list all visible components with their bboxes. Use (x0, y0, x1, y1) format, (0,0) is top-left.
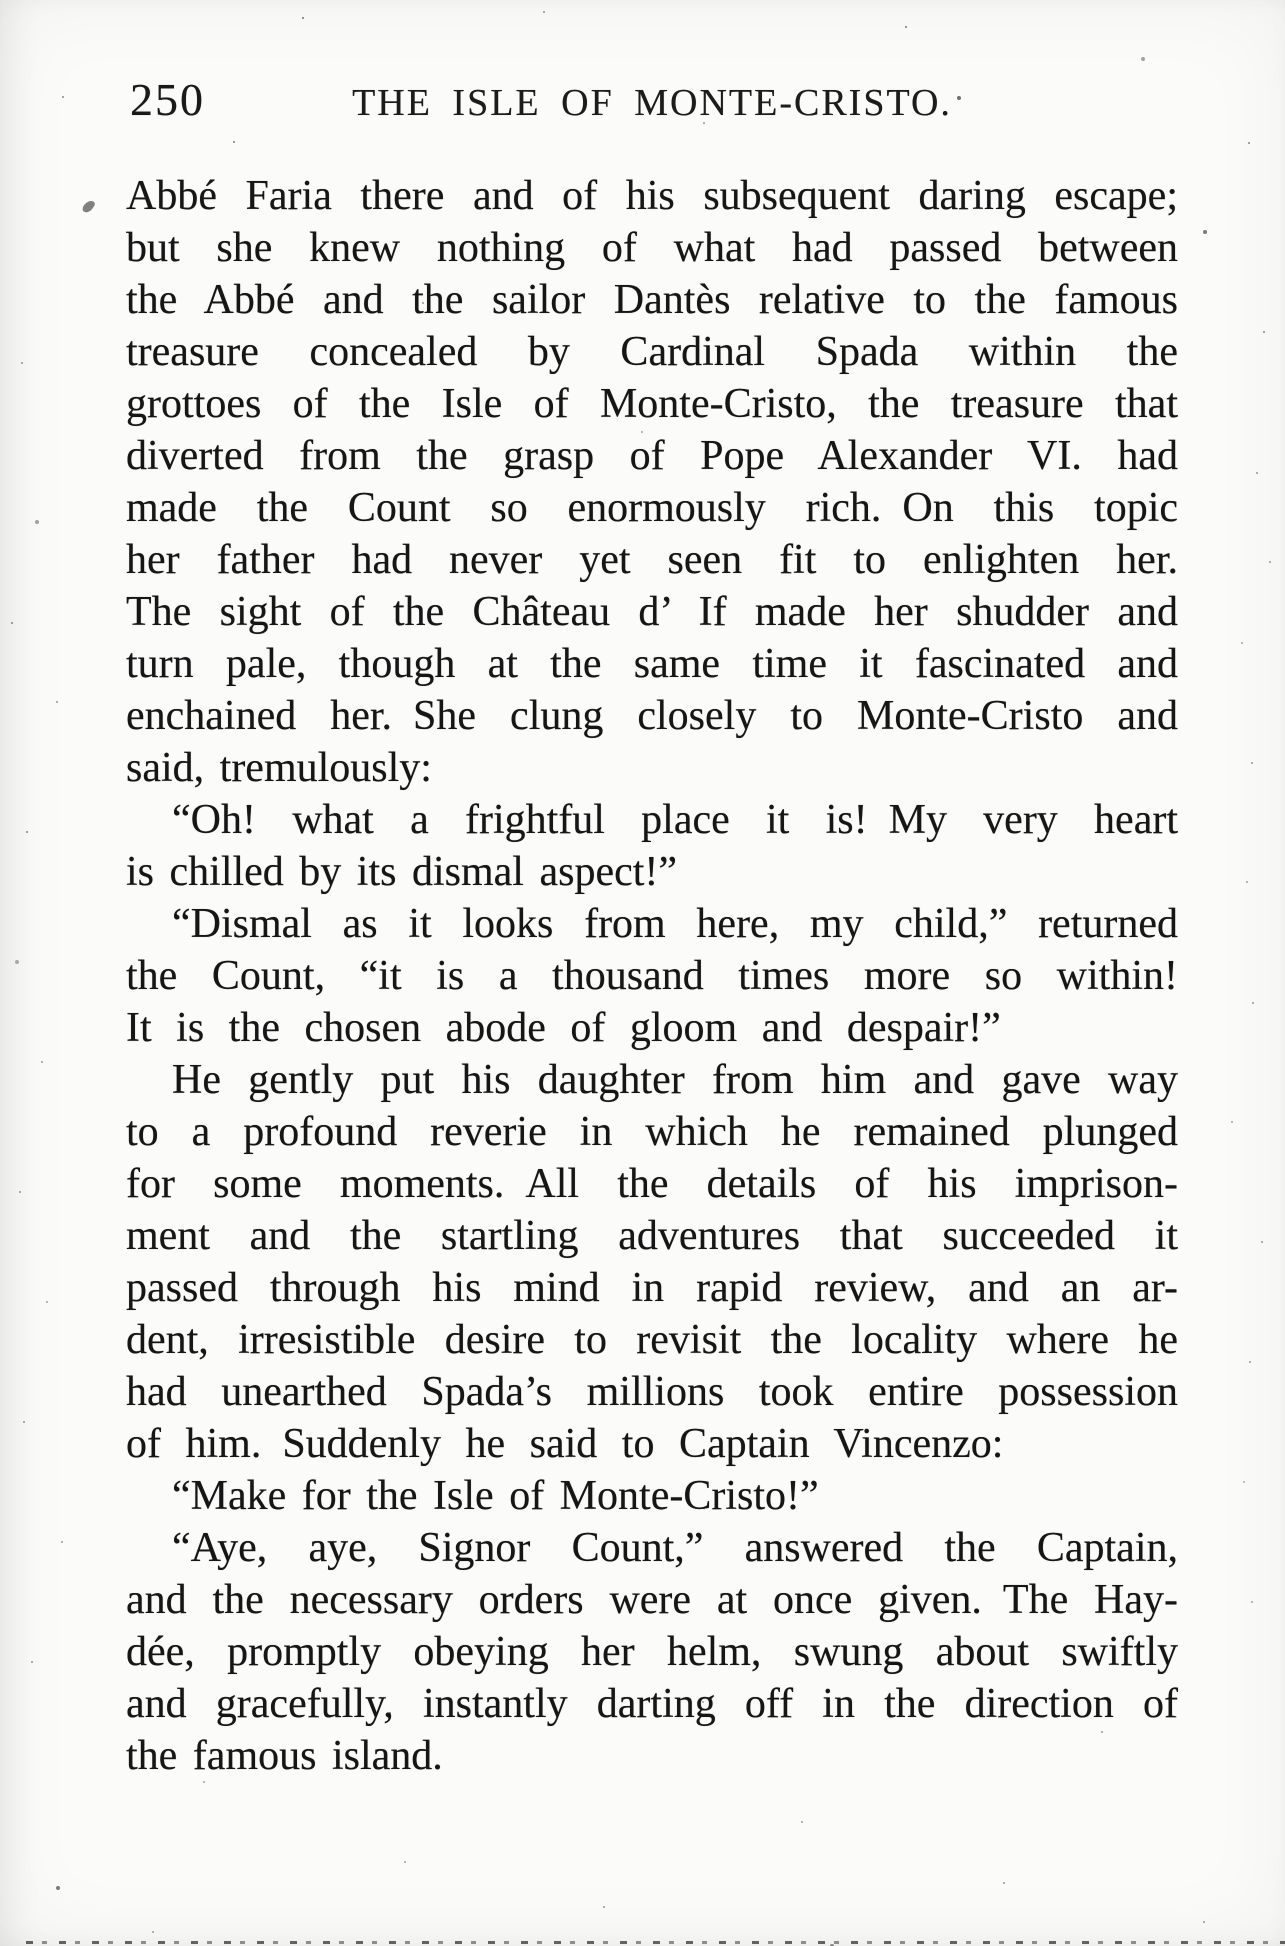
text-line: for some moments. All the details of his imprison- (126, 1161, 1178, 1207)
scan-ink-blot (80, 199, 96, 213)
text-line: and gracefully, instantly darting off in the direction of (126, 1681, 1178, 1727)
text-line: the Count, “it is a thousand times more so within! (126, 953, 1178, 999)
text-line: He gently put his daughter from him and gave way (172, 1057, 1178, 1103)
text-line: treasure concealed by Cardinal Spada within the (126, 329, 1178, 375)
text-line: had unearthed Spada’s millions took entire possession (126, 1369, 1178, 1415)
text-line: of him. Suddenly he said to Captain Vincenzo: (126, 1421, 1004, 1467)
page-header (126, 0, 1178, 130)
page-text (126, 170, 1178, 1782)
text-line: “Dismal as it looks from here, my child,” returned (172, 901, 1178, 947)
text-line: made the Count so enormously rich. On this topic (126, 485, 1178, 531)
text-line: “Aye, aye, Signor Count,” answered the Captain, (172, 1525, 1178, 1571)
scan-bottom-edge (26, 1941, 1285, 1944)
text-line: ment and the startling adventures that succeeded it (126, 1213, 1178, 1259)
text-line: is chilled by its dismal aspect!” (126, 849, 678, 895)
text-line: “Make for the Isle of Monte-Cristo!” (172, 1473, 819, 1519)
scan-noise-speckles (0, 0, 2, 2)
text-line: dée, promptly obeying her helm, swung about swiftly (126, 1629, 1178, 1675)
text-line: enchained her. She clung closely to Monte-Cristo and (126, 693, 1178, 739)
text-line: and the necessary orders were at once given. The Hay- (126, 1577, 1178, 1623)
text-line: passed through his mind in rapid review, and an ar- (126, 1265, 1178, 1311)
text-line: turn pale, though at the same time it fascinated and (126, 641, 1178, 687)
text-line: Abbé Faria there and of his subsequent daring escape; (126, 173, 1178, 219)
text-line: to a profound reverie in which he remained plunged (126, 1109, 1178, 1155)
text-line: but she knew nothing of what had passed between (126, 225, 1178, 271)
text-line: the Abbé and the sailor Dantès relative to the famous (126, 277, 1178, 323)
text-line: The sight of the Château d’ If made her shudder and (126, 589, 1178, 635)
text-line: “Oh! what a frightful place it is! My very heart (172, 797, 1178, 843)
text-line: the famous island. (126, 1733, 443, 1779)
text-line: It is the chosen abode of gloom and despair!” (126, 1005, 1001, 1051)
text-line: said, tremulously: (126, 745, 432, 791)
running-title: THE ISLE OF MONTE-CRISTO. (352, 82, 952, 124)
text-line: grottoes of the Isle of Monte-Cristo, the treasure that (126, 381, 1178, 427)
text-line: her father had never yet seen fit to enlighten her. (126, 537, 1178, 583)
page-number: 250 (130, 74, 205, 125)
text-line: dent, irresistible desire to revisit the locality where he (126, 1317, 1178, 1363)
text-line: diverted from the grasp of Pope Alexander VI. had (126, 433, 1178, 479)
